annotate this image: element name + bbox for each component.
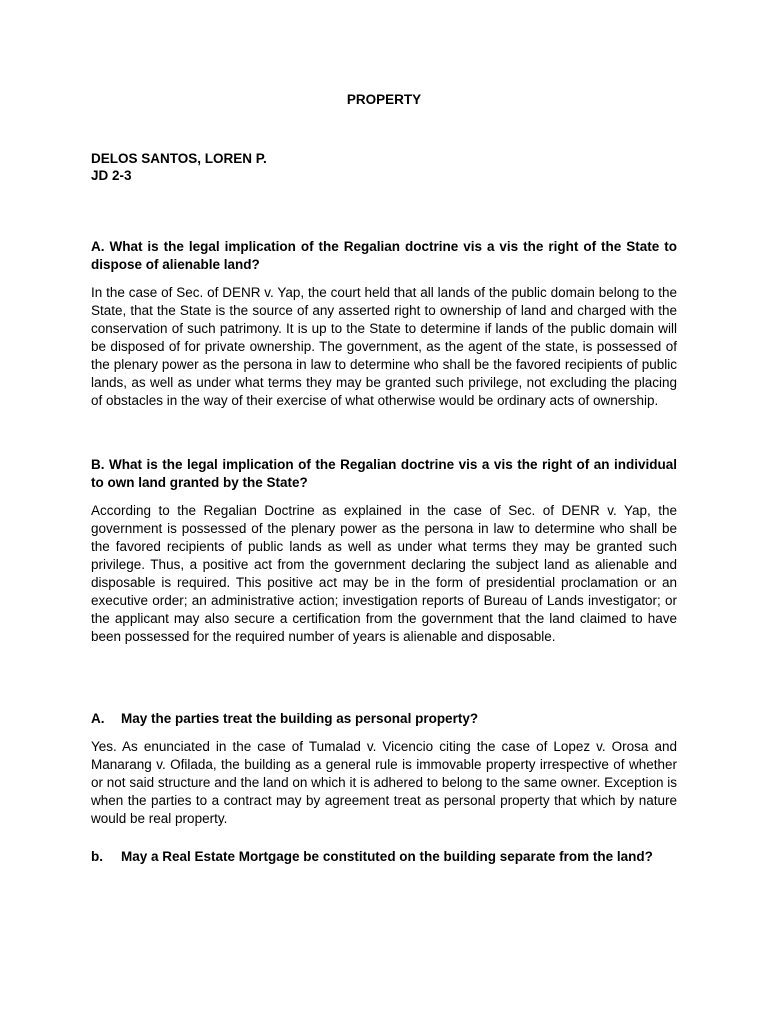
author-name: DELOS SANTOS, LOREN P. — [91, 151, 267, 166]
question-a: A. What is the legal implication of the Regalian doctrine vis a vis the right of the State to dispose of alienable land? — [91, 239, 677, 272]
question-text: May the parties treat the building as personal property? — [121, 711, 479, 726]
answer-a: In the case of Sec. of DENR v. Yap, the court held that all lands of the public domain belong to the State, that the State is the source of any asserted right to ownership of land and charged with the conservation of such patrimony. It is up to the State to determine if lands of the public domain will be disposed of for private ownership. The government, as the agent of the state, is possessed of the plenary power as the persona in law to determine who shall be the favored recipients of public lands, as well as under what terms they may be granted such privilege, not excluding the placing of obstacles in the way of their exercise of what otherwise would be ordinary acts of ownership. — [91, 285, 677, 408]
document-body — [91, 238, 677, 866]
question-building-personal — [91, 710, 677, 728]
question-label: b. — [91, 849, 103, 864]
question-b: B. What is the legal implication of the Regalian doctrine vis a vis the right of an individual to own land granted by the State? — [91, 457, 677, 490]
question-label: A. — [91, 711, 105, 726]
answer-building-personal: Yes. As enunciated in the case of Tumalad v. Vicencio citing the case of Lopez v. Orosa and Manarang v. Ofilada, the building as a general rule is immovable property irrespective of whether or not said structure and the land on which it is adhered to belong to the same owner. Exception is when the parties to a contract may by agreement treat as personal property that which by nature would be real property. — [91, 739, 677, 826]
answer-b: According to the Regalian Doctrine as explained in the case of Sec. of DENR v. Yap, the government is possessed of the plenary power as the persona in law to determine who shall be the favored recipients of public lands as well as under what terms they may be granted such privilege. Thus, a positive act from the government declaring the subject land as alienable and disposable is required. This positive act may be in the form of presidential proclamation or an executive order; an administrative action; investigation reports of Bureau of Lands investigator; or the applicant may also secure a certification from the government that the land claimed to have been possessed for the required number of years is alienable and disposable. — [91, 503, 677, 644]
question-text: May a Real Estate Mortgage be constituted on the building separate from the land? — [121, 849, 653, 864]
author-block — [91, 150, 267, 184]
question-real-estate-mortgage — [91, 848, 677, 866]
author-section: JD 2-3 — [91, 168, 132, 183]
document-title: PROPERTY — [346, 92, 422, 107]
